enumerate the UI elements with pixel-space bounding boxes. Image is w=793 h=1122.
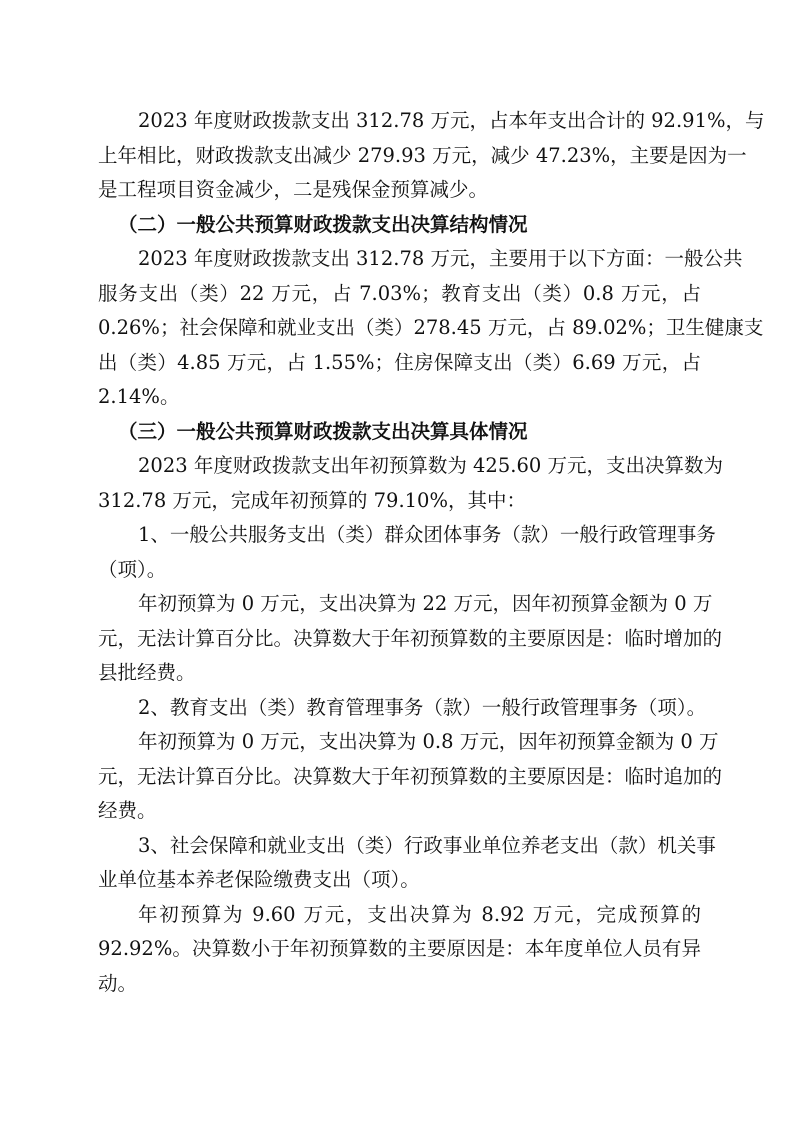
text-line: 年初预算为 0 万元，支出决算为 22 万元，因年初预算金额为 0 万	[138, 592, 713, 615]
text-line: （三）一般公共预算财政拨款支出决算具体情况	[118, 419, 528, 443]
text-line: 县批经费。	[98, 661, 196, 684]
paragraph	[98, 587, 723, 691]
text-line: （项）。	[98, 557, 167, 581]
text-line: 2、教育支出（类）教育管理事务（款）一般行政管理事务（项）。	[138, 695, 707, 719]
paragraph	[98, 242, 764, 415]
paragraph	[98, 898, 701, 1002]
text-line: 2023 年度财政拨款支出年初预算数为 425.60 万元，支出决算数为	[138, 454, 723, 477]
text-line: 动。	[98, 971, 138, 995]
paragraph	[98, 691, 707, 726]
paragraph	[98, 518, 716, 587]
text-line: 0.26%；社会保障和就业支出（类）278.45 万元，占 89.02%；卫生健康支	[98, 316, 764, 339]
text-line: （二）一般公共预算财政拨款支出决算结构情况	[118, 212, 528, 236]
paragraph	[98, 829, 716, 898]
text-line: 上年相比，财政拨款支出减少 279.93 万元，减少 47.23%，主要是因为一	[98, 143, 747, 167]
text-line: 经费。	[98, 799, 157, 822]
text-line: 业单位基本养老保险缴费支出（项）。	[98, 868, 420, 891]
section-heading	[98, 208, 701, 243]
section-heading	[98, 415, 701, 450]
text-line: 1、一般公共服务支出（类）群众团体事务（款）一般行政管理事务	[138, 523, 716, 546]
text-line: 2.14%。	[98, 385, 180, 408]
text-line: 年初预算为 9.60 万元，支出决算为 8.92 万元，完成预算的	[138, 902, 701, 926]
paragraph	[98, 449, 723, 518]
paragraph	[98, 104, 765, 208]
text-line: 92.92%。决算数小于年初预算数的主要原因是：本年度单位人员有异	[98, 937, 701, 960]
text-line: 3、社会保障和就业支出（类）行政事业单位养老支出（款）机关事	[138, 833, 716, 857]
paragraph	[98, 725, 723, 829]
text-line: 出（类）4.85 万元，占 1.55%；住房保障支出（类）6.69 万元，占	[98, 350, 701, 374]
text-line: 2023 年度财政拨款支出 312.78 万元，主要用于以下方面：一般公共	[138, 247, 743, 270]
text-line: 312.78 万元，完成年初预算的 79.10%，其中：	[98, 488, 526, 512]
document-page	[98, 104, 765, 1001]
text-line: 元，无法计算百分比。决算数大于年初预算数的主要原因是：临时追加的	[98, 764, 723, 788]
text-line: 服务支出（类）22 万元，占 7.03%；教育支出（类）0.8 万元，占	[98, 281, 701, 305]
text-line: 年初预算为 0 万元，支出决算为 0.8 万元，因年初预算金额为 0 万	[138, 730, 719, 753]
text-line: 2023 年度财政拨款支出 312.78 万元，占本年支出合计的 92.91%，与	[138, 109, 765, 132]
text-line: 元，无法计算百分比。决算数大于年初预算数的主要原因是：临时增加的	[98, 626, 723, 650]
text-line: 是工程项目资金减少，二是残保金预算减少。	[98, 178, 489, 201]
